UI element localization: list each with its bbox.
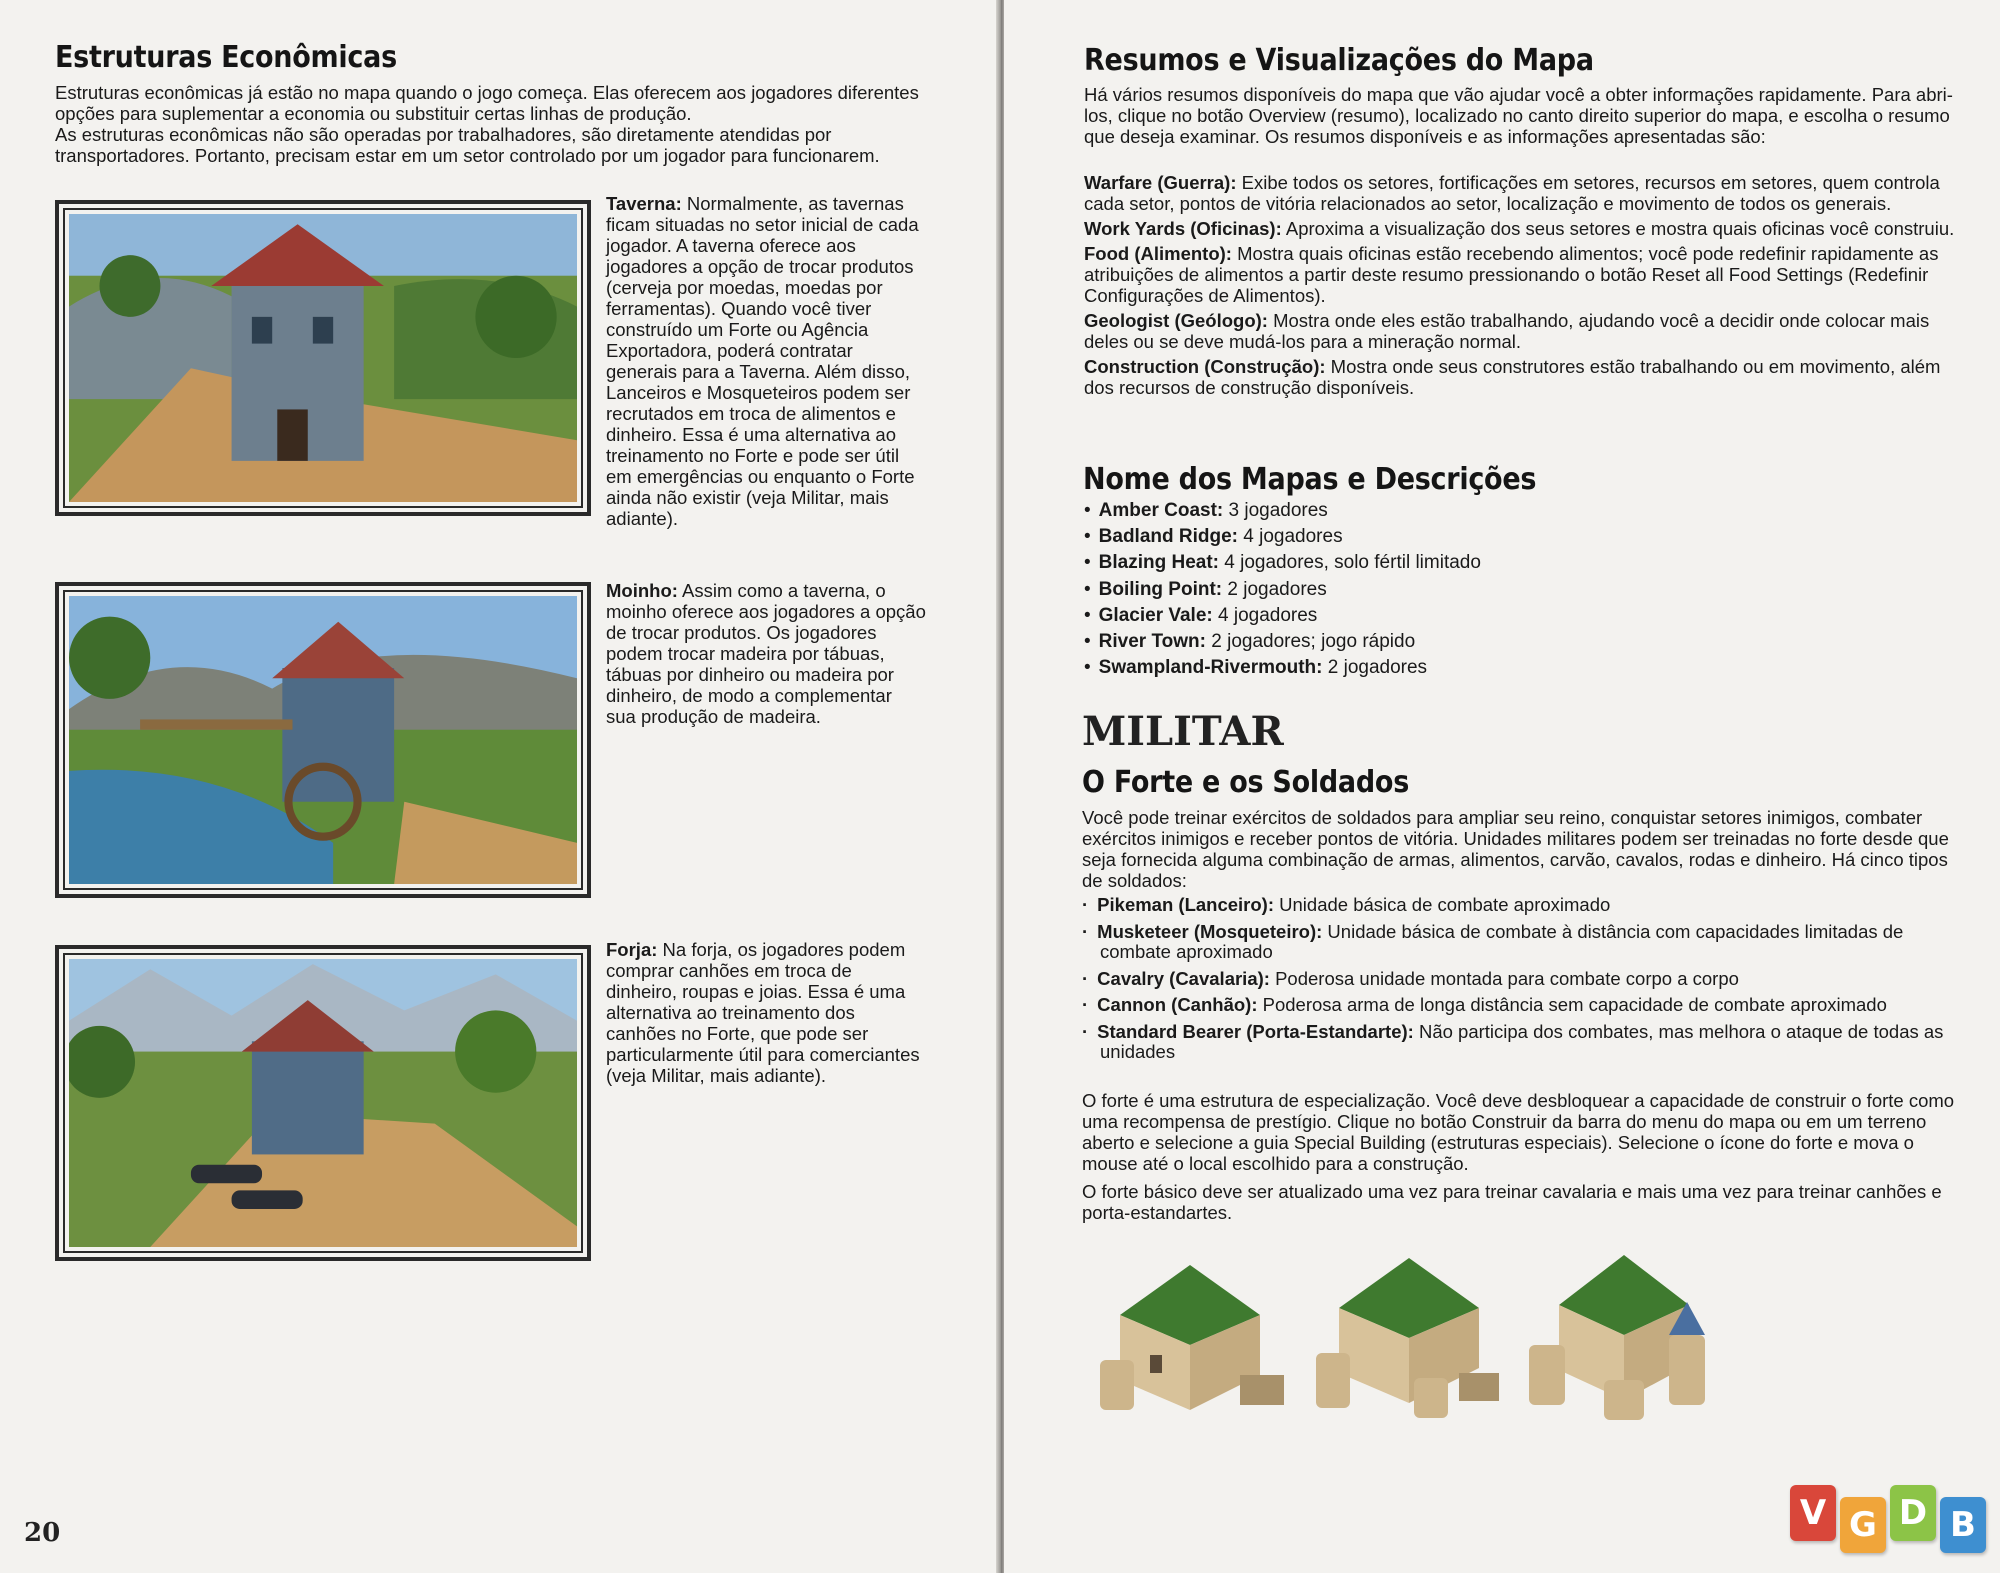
soldier-types-list xyxy=(1082,895,1962,1069)
mill-text: Assim como a taverna, o moinho oferece aos jogadores a opção de trocar produtos. Os jogadores podem trocar madeira por tábuas, tábuas por dinheiro ou madeira por dinheiro, de modo a complementar sua produção de madeira. xyxy=(606,580,926,727)
map-item: • Badland Ridge: 4 jogadores xyxy=(1084,524,1784,550)
map-summaries-intro: Há vários resumos disponíveis do mapa que vão ajudar você a obter informações rapidamente. Para abri-los, clique no botão Overview (resumo), localizado no canto direito superior do mapa, e escolha o resumo que deseja examinar. Os resumos disponíveis e as informações apresentadas são: xyxy=(1084,84,1953,147)
summary-work-yards: Work Yards (Oficinas): Aproxima a visualização dos seus setores e mostra quais oficinas você construiu. xyxy=(1084,218,1955,239)
forge-picture xyxy=(55,945,591,1261)
soldier-type-item: · Standard Bearer (Porta-Estandarte): Não participa dos combates, mas melhora o ataque de todas as unidades xyxy=(1082,1022,1962,1063)
summary-warfare: Warfare (Guerra): Exibe todos os setores, fortificações em setores, recursos em setores, quem controla cada setor, pontos de vitória relacionados ao setor, localização e movimento de todos os generais. xyxy=(1084,172,1940,214)
fort-intro: Você pode treinar exércitos de soldados para ampliar seu reino, conquistar setores inimigos, combater exércitos inimigos e receber pontos de vitória. Unidades militares podem ser treinadas no forte desde que seja fornecida alguma combinação de armas, alimentos, carvão, cavalos, rodas e dinheiro. Há cinco tipos de soldados: xyxy=(1082,807,1949,891)
forge-caption xyxy=(606,939,926,1086)
tavern-text: Normalmente, as tavernas ficam situadas no setor inicial de cada jogador. A taverna oferece aos jogadores a opção de trocar produtos (cerveja por moedas, moedas por ferramentas). Quando você tiver construído um Forte ou Agência Exportadora, poderá contratar generais para a Taverna. Além disso, Lanceiros e Mosqueteiros podem ser recrutados em troca de alimentos e dinheiro. Essa é uma alternativa ao treinamento no Forte e pode ser útil em emergências ou enquanto o Forte ainda não existir (veja Militar, mais adiante). xyxy=(606,193,919,529)
summary-geologist: Geologist (Geólogo): Mostra onde eles estão trabalhando, ajudando você a decidir onde colocar mais deles ou se deve mudá-los para a mineração normal. xyxy=(1084,310,1930,352)
economic-intro-2: As estruturas econômicas não são operadas por trabalhadores, são diretamente atendidas por transportadores. Portanto, precisam estar em um setor controlado por um jogador para funcionarem. xyxy=(55,124,880,166)
forge-text: Na forja, os jogadores podem comprar canhões em troca de dinheiro, roupas e joias. Essa é uma alternativa ao treinamento dos canhões no Forte, que pode ser particularmente útil para comerciantes (veja Militar, mais adiante). xyxy=(606,939,920,1086)
tavern-term: Taverna: xyxy=(606,193,682,214)
mill-term: Moinho: xyxy=(606,580,678,601)
watermark-letter: G xyxy=(1840,1497,1886,1553)
map-item: • Boiling Point: 2 jogadores xyxy=(1084,577,1784,603)
military-heading: MILITAR xyxy=(1082,708,1284,755)
soldier-type-item: · Cannon (Canhão): Poderosa arma de longa distância sem capacidade de combate aproximado xyxy=(1082,995,1962,1016)
map-item: • River Town: 2 jogadores; jogo rápido xyxy=(1084,629,1784,655)
summary-construction: Construction (Construção): Mostra onde seus construtores estão trabalhando ou em movimento, além dos recursos de construção disponíveis. xyxy=(1084,356,1941,398)
economic-intro-1: Estruturas econômicas já estão no mapa quando o jogo começa. Elas oferecem aos jogadores diferentes opções para suplementar a economia ou substituir certas linhas de produção. xyxy=(55,82,919,124)
fort-level-3-image xyxy=(1524,1240,1714,1435)
map-item: • Swampland-Rivermouth: 2 jogadores xyxy=(1084,655,1784,681)
fort-level-1-image xyxy=(1090,1245,1290,1440)
fort-paragraph-1: O forte é uma estrutura de especialização. Você deve desbloquear a capacidade de construir o forte como uma recompensa de prestígio. Clique no botão Construir da barra do menu do mapa ou em um terreno aberto e selecione a guia Special Building (estruturas especiais). Selecione o ícone do forte e mova o mouse até o local escolhido para a construção. xyxy=(1082,1090,1955,1174)
page-number: 20 xyxy=(24,1518,61,1548)
right-page xyxy=(1004,0,2000,1573)
mill-picture xyxy=(55,582,591,898)
map-item: • Glacier Vale: 4 jogadores xyxy=(1084,603,1784,629)
watermark-letter: V xyxy=(1790,1485,1836,1541)
fort-paragraph-2: O forte básico deve ser atualizado uma vez para treinar cavalaria e mais uma vez para treinar canhões e porta-estandartes. xyxy=(1082,1181,1942,1223)
tavern-picture xyxy=(55,200,591,516)
map-item: • Blazing Heat: 4 jogadores, solo fértil limitado xyxy=(1084,550,1784,576)
map-list xyxy=(1084,498,1784,681)
map-summaries-heading: Resumos e Visualizações do Mapa xyxy=(1084,43,1594,78)
mill-caption xyxy=(606,580,926,727)
fort-heading: O Forte e os Soldados xyxy=(1082,765,1409,800)
map-item: • Amber Coast: 3 jogadores xyxy=(1084,498,1784,524)
soldier-type-item: · Musketeer (Mosqueteiro): Unidade básica de combate à distância com capacidades limitadas de combate aproximado xyxy=(1082,922,1962,963)
forge-term: Forja: xyxy=(606,939,658,960)
soldier-type-item: · Cavalry (Cavalaria): Poderosa unidade montada para combate corpo a corpo xyxy=(1082,969,1962,990)
tavern-caption xyxy=(606,193,926,529)
watermark-letter: B xyxy=(1940,1497,1986,1553)
summary-list xyxy=(1084,172,1964,398)
map-names-heading: Nome dos Mapas e Descrições xyxy=(1083,462,1537,497)
economic-structures-heading: Estruturas Econômicas xyxy=(55,40,397,75)
left-page xyxy=(0,0,998,1573)
watermark-letter: D xyxy=(1890,1485,1936,1541)
fort-level-2-image xyxy=(1304,1243,1504,1438)
soldier-type-item: · Pikeman (Lanceiro): Unidade básica de combate aproximado xyxy=(1082,895,1962,916)
summary-food: Food (Alimento): Mostra quais oficinas estão recebendo alimentos; você pode redefinir rapidamente as atribuições de alimentos a partir deste resumo pressionando o botão Reset all Food Settings (Redefinir Configurações de Alimentos). xyxy=(1084,243,1939,306)
